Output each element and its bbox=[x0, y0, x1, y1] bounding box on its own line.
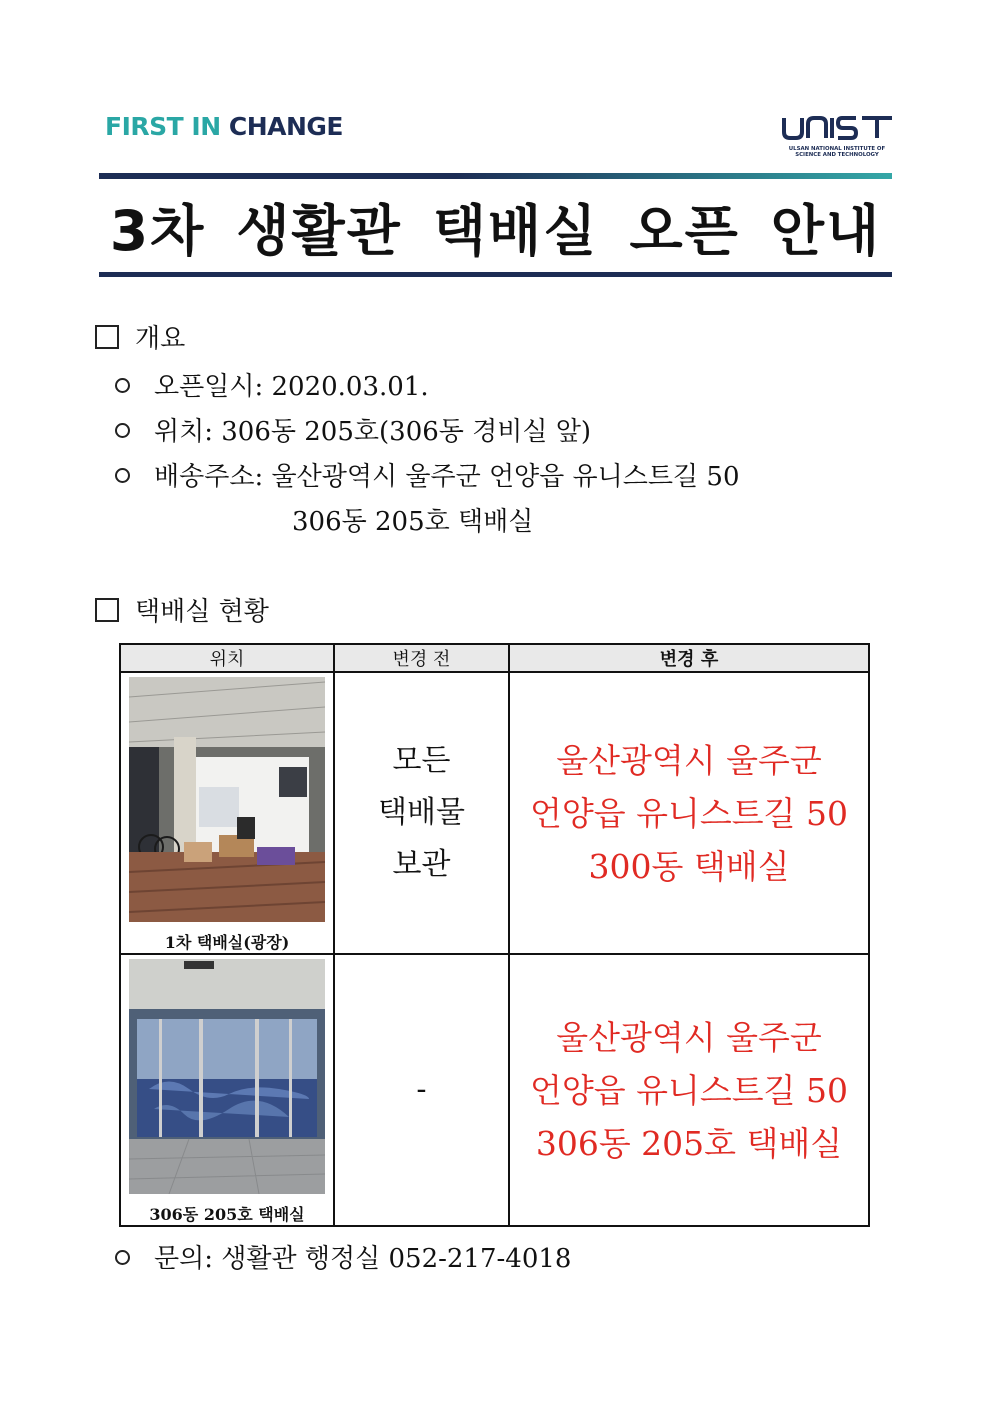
circle-bullet-icon bbox=[115, 423, 130, 438]
before-line: - bbox=[416, 1072, 427, 1107]
bullet-address bbox=[115, 456, 740, 493]
location-cell bbox=[120, 954, 334, 1226]
after-line: 306동 205호 택배실 bbox=[535, 1123, 843, 1163]
bullet-contact bbox=[115, 1238, 571, 1275]
page-title: 3차 생활관 택배실 오픈 안내 bbox=[109, 199, 882, 263]
before-line: 택배물 bbox=[378, 795, 465, 830]
contact-text: 문의: 생활관 행정실 052-217-4018 bbox=[154, 1244, 572, 1274]
status-table bbox=[119, 643, 870, 1227]
slogan-first-in: FIRST IN bbox=[105, 112, 221, 141]
bullet-open-date bbox=[115, 366, 429, 403]
after-line: 언양읍 유니스트길 50 bbox=[530, 1070, 848, 1110]
table-header-row bbox=[120, 644, 869, 672]
section-status bbox=[95, 591, 269, 628]
circle-bullet-icon bbox=[115, 378, 130, 393]
table-row bbox=[120, 954, 869, 1226]
after-cell bbox=[509, 954, 869, 1226]
section-overview bbox=[95, 318, 185, 355]
address-continuation: 306동 205호 택배실 bbox=[292, 507, 534, 537]
after-line: 울산광역시 울주군 bbox=[556, 1017, 822, 1057]
after-cell bbox=[509, 672, 869, 954]
bullet-text: 오픈일시: 2020.03.01. bbox=[154, 372, 429, 402]
table-row bbox=[120, 672, 869, 954]
bullet-text: 배송주소: 울산광역시 울주군 언양읍 유니스트길 50 bbox=[154, 462, 740, 492]
parcel-room-photo-2 bbox=[129, 959, 325, 1194]
after-line: 울산광역시 울주군 bbox=[556, 740, 822, 780]
circle-bullet-icon bbox=[115, 468, 130, 483]
unist-logo-mark bbox=[782, 116, 894, 140]
after-line: 300동 택배실 bbox=[588, 846, 790, 886]
header-location: 위치 bbox=[120, 644, 334, 672]
section-overview-heading: 개요 bbox=[135, 324, 186, 354]
bullet-text: 위치: 306동 205호(306동 경비실 앞) bbox=[154, 417, 592, 447]
photo-caption: 306동 205호 택배실 bbox=[149, 1205, 305, 1224]
before-line: 모든 bbox=[392, 743, 451, 778]
before-line: 보관 bbox=[392, 847, 451, 882]
checkbox-square-icon bbox=[95, 598, 119, 622]
bullet-location bbox=[115, 411, 591, 448]
unist-logo bbox=[782, 116, 894, 159]
logo-subtitle bbox=[782, 146, 892, 159]
logo-line-2: SCIENCE AND TECHNOLOGY bbox=[795, 152, 879, 159]
photo-caption: 1차 택배실(광장) bbox=[164, 933, 290, 952]
header-rule-bottom bbox=[99, 272, 892, 277]
before-cell bbox=[334, 954, 509, 1226]
header-after: 변경 후 bbox=[509, 644, 869, 672]
logo-line-1: ULSAN NATIONAL INSTITUTE OF bbox=[788, 146, 886, 152]
checkbox-square-icon bbox=[95, 325, 119, 349]
location-cell bbox=[120, 672, 334, 954]
circle-bullet-icon bbox=[115, 1250, 130, 1265]
slogan bbox=[105, 112, 343, 141]
header-before: 변경 전 bbox=[334, 644, 509, 672]
section-status-heading: 택배실 현황 bbox=[135, 597, 269, 627]
header-rule-top bbox=[99, 173, 892, 179]
parcel-room-photo-1 bbox=[129, 677, 325, 922]
before-cell bbox=[334, 672, 509, 954]
after-line: 언양읍 유니스트길 50 bbox=[530, 793, 848, 833]
slogan-change: CHANGE bbox=[228, 112, 343, 141]
